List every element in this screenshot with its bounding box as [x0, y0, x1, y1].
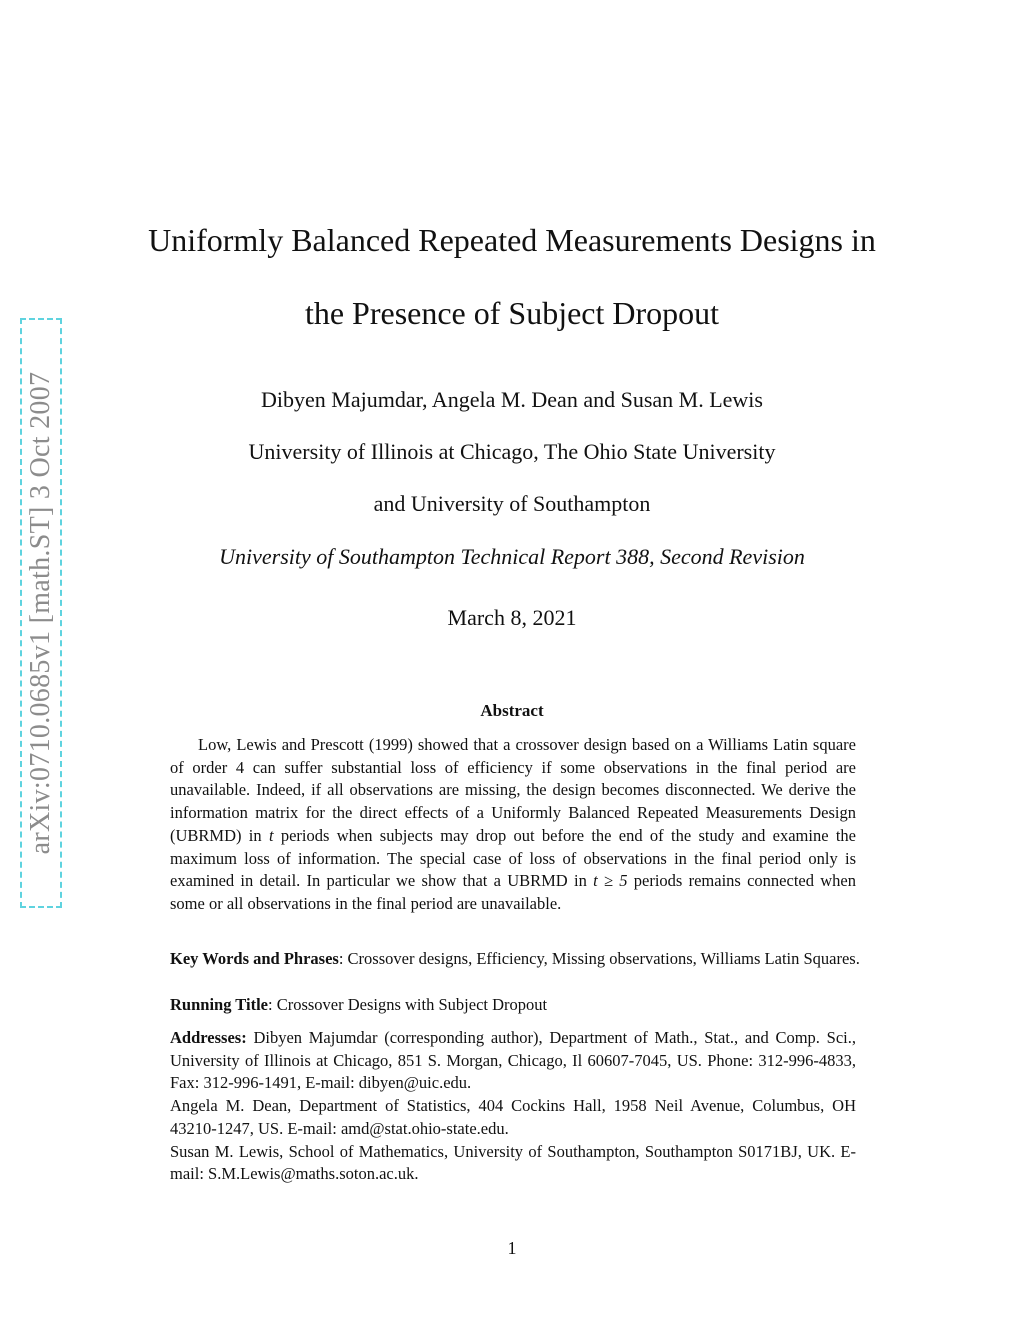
abstract-text-2: periods when subjects may drop out before the end of the study and examine the maximum loss of information. The special case of loss of observations in the final period only is examined in detail. In particular we show that a UBRMD in [170, 825, 856, 891]
address-dean: Angela M. Dean, Department of Statistics, 404 Cockins Hall, 1958 Neil Avenue, Columbus, OH 43210-1247, US. E-mail: amd@stat.ohio-state.edu. [170, 1096, 856, 1138]
addresses [170, 1027, 856, 1186]
date: March 8, 2021 [447, 605, 577, 630]
running-title-text: : Crossover Designs with Subject Dropout [267, 995, 548, 1014]
arxiv-identifier: arXiv:0710.0685v1 [math.ST] 3 Oct 2007 [25, 371, 56, 855]
paper-title-line-1: Uniformly Balanced Repeated Measurements Designs in [148, 222, 876, 258]
variable-t: t [268, 825, 274, 845]
affiliation-line-2: and University of Southampton [373, 491, 651, 516]
keywords-label: Key Words and Phrases [170, 949, 339, 968]
authors: Dibyen Majumdar, Angela M. Dean and Susan M. Lewis [261, 387, 763, 412]
technical-report: University of Southampton Technical Report 388, Second Revision [219, 544, 805, 569]
page-number: 1 [507, 1238, 517, 1258]
keywords [170, 948, 872, 971]
address-majumdar: Dibyen Majumdar (corresponding author), Department of Math., Stat., and Comp. Sci., University of Illinois at Chicago, 851 S. Morgan, Chicago, Il 60607-7045, US. Phone: 312-996-4833, Fax: 312-996-1491, E-mail: dibyen@uic.edu. [170, 1028, 856, 1093]
running-title [170, 994, 872, 1017]
addresses-label: Addresses: [170, 1028, 247, 1047]
abstract-body [170, 734, 856, 916]
abstract-text-3: periods remains connected when some or all observations in the final period are unavailable. [170, 871, 856, 913]
running-title-label: Running Title [170, 995, 268, 1014]
abstract-heading: Abstract [480, 701, 544, 720]
abstract-text-1: Low, Lewis and Prescott (1999) showed that a crossover design based on a Williams Latin square of order 4 can suffer substantial loss of efficiency if some observations in the final period are unavailable. Indeed, if all observations are missing, the design becomes disconnected. We derive the information matrix for the direct effects of a Uniformly Balanced Repeated Measurements Design (UBRMD) in [170, 735, 856, 845]
affiliation-line-1: University of Illinois at Chicago, The Ohio State University [248, 439, 776, 464]
address-lewis: Susan M. Lewis, School of Mathematics, University of Southampton, Southampton S0171BJ, UK. E-mail: S.M.Lewis@maths.soton.ac.uk. [170, 1141, 856, 1184]
keywords-text: : Crossover designs, Efficiency, Missing observations, Williams Latin Squares. [338, 949, 860, 968]
paper-title-line-2: the Presence of Subject Dropout [304, 295, 720, 331]
inequality-t-ge-5: t ≥ 5 [593, 871, 628, 891]
